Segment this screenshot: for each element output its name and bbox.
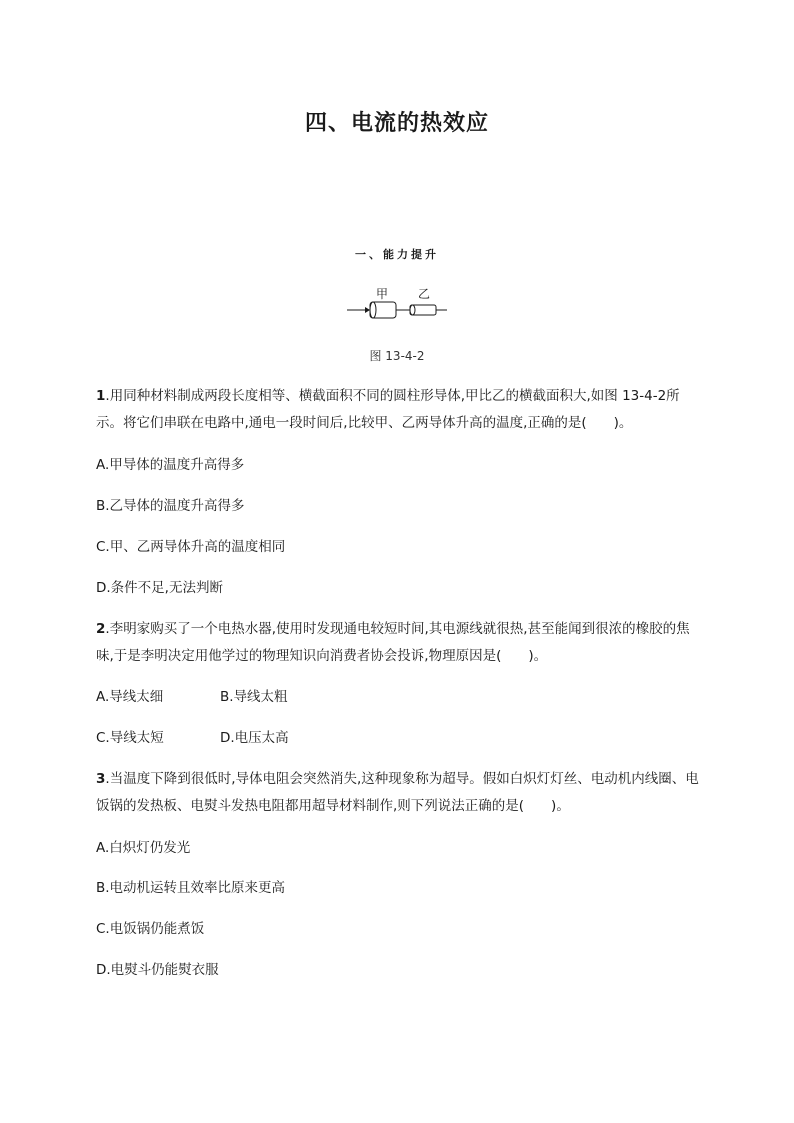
option-3b: B.电动机运转且效率比原来更高 bbox=[96, 880, 286, 896]
option-2d: D.电压太高 bbox=[220, 730, 289, 746]
option-2c: C.导线太短 bbox=[96, 730, 164, 746]
question-3 bbox=[96, 766, 706, 820]
option-2a: A.导线太细 bbox=[96, 689, 164, 705]
question-number: 2 bbox=[96, 621, 106, 637]
option-1d: D.条件不足,无法判断 bbox=[96, 580, 223, 596]
conductor-diagram bbox=[345, 285, 449, 325]
question-text: .李明家购买了一个电热水器,使用时发现通电较短时间,其电源线就很热,甚至能闻到很浓的橡胶的焦味,于是李明决定用他学过的物理知识向消费者协会投诉,物理原因是( )。 bbox=[96, 621, 690, 664]
conductor-yi-end bbox=[410, 305, 415, 315]
option-3a: A.白炽灯仍发光 bbox=[96, 840, 191, 856]
option-3c: C.电饭锅仍能煮饭 bbox=[96, 921, 205, 937]
question-2 bbox=[96, 616, 706, 670]
option-1a: A.甲导体的温度升高得多 bbox=[96, 457, 245, 473]
option-1b: B.乙导体的温度升高得多 bbox=[96, 498, 245, 514]
section-heading: 一、能力提升 bbox=[355, 248, 439, 261]
option-2b: B.导线太粗 bbox=[220, 689, 288, 705]
question-number: 3 bbox=[96, 771, 106, 787]
question-text: .用同种材料制成两段长度相等、横截面积不同的圆柱形导体,甲比乙的横截面积大,如图 13-4-2所示。将它们串联在电路中,通电一段时间后,比较甲、乙两导体升高的温度,正确的是( )。 bbox=[96, 388, 680, 431]
option-3d: D.电熨斗仍能熨衣服 bbox=[96, 962, 219, 978]
label-jia: 甲 bbox=[376, 287, 389, 301]
option-1c: C.甲、乙两导体升高的温度相同 bbox=[96, 539, 286, 555]
conductor-jia-end bbox=[370, 302, 376, 318]
page-title: 四、电流的热效应 bbox=[304, 111, 489, 136]
question-number: 1 bbox=[96, 388, 106, 404]
figure-caption: 图 13-4-2 bbox=[369, 349, 425, 363]
question-1 bbox=[96, 383, 706, 437]
current-arrow-icon bbox=[365, 307, 370, 313]
label-yi: 乙 bbox=[418, 287, 431, 301]
question-text: .当温度下降到很低时,导体电阻会突然消失,这种现象称为超导。假如白炽灯灯丝、电动机内线圈、电饭锅的发热板、电熨斗发热电阻都用超导材料制作,则下列说法正确的是( )。 bbox=[96, 771, 699, 814]
